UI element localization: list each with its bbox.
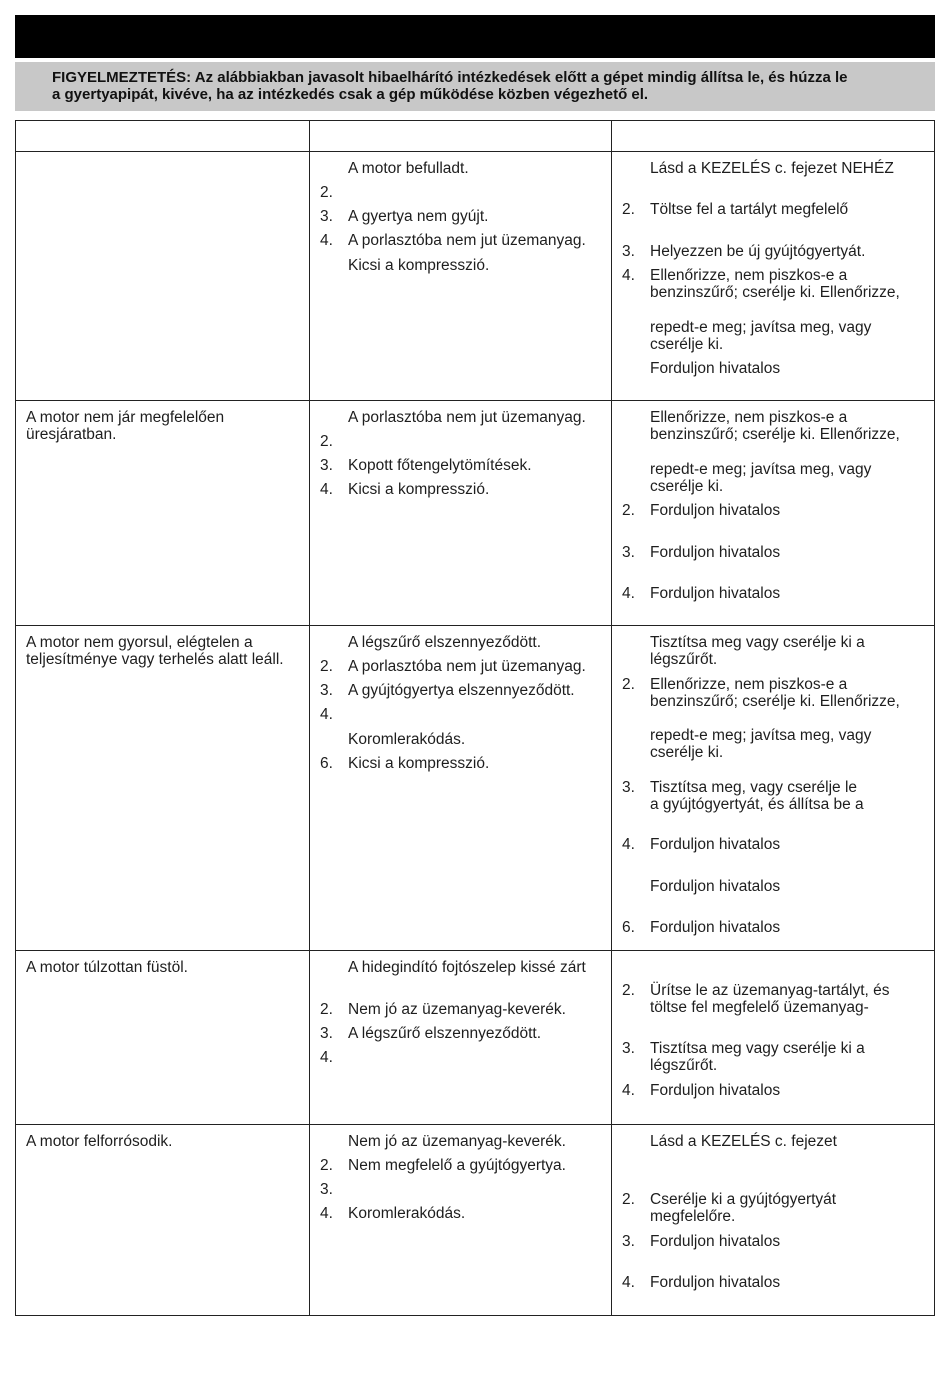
fix-item-line: légszűrőt. <box>650 651 718 668</box>
cause-item-text <box>348 731 608 748</box>
cause-item-text <box>348 634 608 651</box>
fix-item-number: 3. <box>622 779 635 796</box>
cause-item-line <box>348 1049 608 1066</box>
cause-item-number: 3. <box>320 1025 333 1042</box>
cause-item-text <box>348 257 608 274</box>
warning-banner <box>15 62 935 111</box>
fix-item-text <box>650 1082 927 1099</box>
fix-item-text <box>650 727 927 761</box>
cause-item-line: Kicsi a kompresszió. <box>348 481 490 498</box>
cause-item-text <box>348 457 608 474</box>
fix-item-line: Ellenőrizze, nem piszkos-e a <box>650 409 848 426</box>
fix-item-text <box>650 1040 927 1074</box>
cause-item-text <box>348 1025 608 1042</box>
fix-item-line: Ürítse le az üzemanyag-tartályt, és <box>650 982 890 999</box>
problem-cell <box>26 1133 301 1150</box>
fix-item-line: Forduljon hivatalos <box>650 836 781 853</box>
cause-item-number: 2. <box>320 184 333 201</box>
cause-item-number: 2. <box>320 658 333 675</box>
problem-line: teljesítménye vagy terhelés alatt leáll. <box>26 651 284 668</box>
fix-item-number: 2. <box>622 201 635 218</box>
cause-item-text <box>348 1205 608 1222</box>
fix-item-text <box>650 676 927 710</box>
cause-item-line <box>348 1181 608 1198</box>
cause-item-line <box>348 433 608 450</box>
cause-item-line: A gyújtógyertya elszennyeződött. <box>348 682 575 699</box>
fix-item-line: Cserélje ki a gyújtógyertyát <box>650 1191 837 1208</box>
fix-item-line: Helyezzen be új gyújtógyertyát. <box>650 243 866 260</box>
fix-item-text <box>650 461 927 495</box>
fix-item-number: 4. <box>622 836 635 853</box>
cause-item-number: 2. <box>320 1001 333 1018</box>
fix-item-line: a gyújtógyertyát, és állítsa be a <box>650 796 864 813</box>
fix-item-number: 4. <box>622 267 635 284</box>
cause-item-text <box>348 682 608 699</box>
fix-item-text <box>650 409 927 443</box>
fix-item-number: 3. <box>622 544 635 561</box>
problem-line: A motor nem gyorsul, elégtelen a <box>26 634 253 651</box>
fix-item-line: repedt-e meg; javítsa meg, vagy <box>650 319 872 336</box>
warning-label: FIGYELMEZTETÉS: <box>52 69 192 86</box>
fix-item-text <box>650 919 927 936</box>
fix-item-number: 2. <box>622 502 635 519</box>
cause-item-line: Koromlerakódás. <box>348 731 466 748</box>
cause-item-line: Kicsi a kompresszió. <box>348 755 490 772</box>
fix-item-number: 3. <box>622 243 635 260</box>
cause-item-text <box>348 433 608 450</box>
fix-item-text <box>650 1133 927 1150</box>
fix-item-line: repedt-e meg; javítsa meg, vagy <box>650 727 872 744</box>
problem-cell <box>26 959 301 976</box>
cause-item-line: A porlasztóba nem jut üzemanyag. <box>348 409 586 426</box>
fix-item-line: benzinszűrő; cserélje ki. Ellenőrizze, <box>650 284 900 301</box>
fix-item-line: Ellenőrizze, nem piszkos-e a <box>650 676 848 693</box>
problem-cell <box>26 634 301 668</box>
cause-item-number: 4. <box>320 706 333 723</box>
top-black-bar <box>15 15 935 58</box>
fix-item-number: 2. <box>622 1191 635 1208</box>
table-column-divider <box>309 120 310 1316</box>
fix-item-line: benzinszűrő; cserélje ki. Ellenőrizze, <box>650 426 900 443</box>
table-row-divider <box>15 625 935 626</box>
cause-item-line: Kopott főtengelytömítések. <box>348 457 532 474</box>
cause-item-text <box>348 706 608 723</box>
table-row-divider <box>15 950 935 951</box>
cause-item-text <box>348 1181 608 1198</box>
cause-item-text <box>348 481 608 498</box>
cause-item-number: 4. <box>320 1049 333 1066</box>
cause-item-line: A motor befulladt. <box>348 160 469 177</box>
fix-item-line: cserélje ki. <box>650 336 724 353</box>
cause-item-number: 3. <box>320 208 333 225</box>
fix-item-number: 6. <box>622 919 635 936</box>
fix-item-text <box>650 201 927 218</box>
fix-item-text <box>650 585 927 602</box>
cause-item-line <box>348 184 608 201</box>
cause-item-number: 2. <box>320 1157 333 1174</box>
fix-item-line: Forduljon hivatalos <box>650 1274 781 1291</box>
fix-item-text <box>650 360 927 377</box>
cause-item-number: 4. <box>320 481 333 498</box>
cause-item-line: A gyertya nem gyújt. <box>348 208 489 225</box>
cause-item-line: Kicsi a kompresszió. <box>348 257 490 274</box>
fix-item-text <box>650 1233 927 1250</box>
cause-item-number: 4. <box>320 1205 333 1222</box>
fix-item-number: 2. <box>622 982 635 999</box>
cause-item-text <box>348 409 608 426</box>
fix-item-text <box>650 544 927 561</box>
cause-item-line: A légszűrő elszennyeződött. <box>348 1025 542 1042</box>
fix-item-line: Tisztítsa meg vagy cserélje ki a <box>650 1040 865 1057</box>
problem-line: üresjáratban. <box>26 426 117 443</box>
fix-item-line: Tisztítsa meg vagy cserélje ki a <box>650 634 865 651</box>
fix-item-number: 2. <box>622 676 635 693</box>
fix-item-line: légszűrőt. <box>650 1057 718 1074</box>
fix-item-number: 4. <box>622 585 635 602</box>
fix-item-line: Lásd a KEZELÉS c. fejezet <box>650 1133 837 1150</box>
problem-line: A motor túlzottan füstöl. <box>26 959 188 976</box>
fix-item-line: Töltse fel a tartályt megfelelő <box>650 201 849 218</box>
fix-item-line: töltse fel megfelelő üzemanyag- <box>650 999 869 1016</box>
fix-item-text <box>650 267 927 301</box>
fix-item-text <box>650 634 927 668</box>
fix-item-text <box>650 319 927 353</box>
cause-item-number: 6. <box>320 755 333 772</box>
cause-item-text <box>348 1001 608 1018</box>
cause-item-text <box>348 658 608 675</box>
table-column-divider <box>611 120 612 1316</box>
fix-item-line: megfelelőre. <box>650 1208 736 1225</box>
fix-item-line: Forduljon hivatalos <box>650 878 781 895</box>
cause-item-text <box>348 755 608 772</box>
cause-item-number: 4. <box>320 232 333 249</box>
cause-item-line: Nem jó az üzemanyag-keverék. <box>348 1133 566 1150</box>
fix-item-line: repedt-e meg; javítsa meg, vagy <box>650 461 872 478</box>
table-row-divider <box>15 400 935 401</box>
fix-item-text <box>650 1274 927 1291</box>
warning-line-1 <box>52 69 925 86</box>
cause-item-text <box>348 208 608 225</box>
warning-text-1: Az alábbiakban javasolt hibaelhárító intézkedések előtt a gépet mindig állítsa le, és húzza le <box>191 69 848 86</box>
fix-item-line: Forduljon hivatalos <box>650 360 781 377</box>
fix-item-text <box>650 878 927 895</box>
cause-item-line: A légszűrő elszennyeződött. <box>348 634 542 651</box>
cause-item-line: Nem megfelelő a gyújtógyertya. <box>348 1157 566 1174</box>
cause-item-text <box>348 1157 608 1174</box>
fix-item-text <box>650 836 927 853</box>
table-row-divider <box>15 1124 935 1125</box>
fix-item-number: 4. <box>622 1082 635 1099</box>
cause-item-line: Koromlerakódás. <box>348 1205 466 1222</box>
fix-item-line: Tisztítsa meg, vagy cserélje le <box>650 779 858 796</box>
cause-item-number: 3. <box>320 1181 333 1198</box>
fix-item-text <box>650 982 927 1016</box>
warning-line-2: a gyertyapipát, kivéve, ha az intézkedés csak a gép működése közben végezhető el. <box>52 86 649 103</box>
cause-item-number: 3. <box>320 457 333 474</box>
fix-item-line: Forduljon hivatalos <box>650 919 781 936</box>
fix-item-line: benzinszűrő; cserélje ki. Ellenőrizze, <box>650 693 900 710</box>
fix-item-line: Forduljon hivatalos <box>650 502 781 519</box>
cause-item-number: 2. <box>320 433 333 450</box>
fix-item-line: Forduljon hivatalos <box>650 1233 781 1250</box>
cause-item-text <box>348 160 608 177</box>
fix-item-line: Forduljon hivatalos <box>650 585 781 602</box>
cause-item-text <box>348 959 608 976</box>
fix-item-number: 4. <box>622 1274 635 1291</box>
cause-item-line: A porlasztóba nem jut üzemanyag. <box>348 658 586 675</box>
cause-item-text <box>348 1049 608 1066</box>
fix-item-text <box>650 779 927 813</box>
fix-item-number: 3. <box>622 1233 635 1250</box>
cause-item-number: 3. <box>320 682 333 699</box>
cause-item-text <box>348 184 608 201</box>
cause-item-line <box>348 706 608 723</box>
fix-item-line: Lásd a KEZELÉS c. fejezet NEHÉZ <box>650 160 894 177</box>
fix-item-line: cserélje ki. <box>650 744 724 761</box>
fix-item-line: Ellenőrizze, nem piszkos-e a <box>650 267 848 284</box>
fix-item-line: Forduljon hivatalos <box>650 1082 781 1099</box>
cause-item-line: A porlasztóba nem jut üzemanyag. <box>348 232 586 249</box>
cause-item-line: Nem jó az üzemanyag-keverék. <box>348 1001 566 1018</box>
fix-item-text <box>650 160 927 177</box>
fix-item-text <box>650 502 927 519</box>
fix-item-line: Forduljon hivatalos <box>650 544 781 561</box>
problem-line: A motor nem jár megfelelően <box>26 409 225 426</box>
fix-item-number: 3. <box>622 1040 635 1057</box>
problem-line: A motor felforrósodik. <box>26 1133 173 1150</box>
problem-cell <box>26 409 301 443</box>
fix-item-text <box>650 243 927 260</box>
cause-item-line: A hidegindító fojtószelep kissé zárt <box>348 959 586 976</box>
cause-item-text <box>348 1133 608 1150</box>
table-row-divider <box>15 151 935 152</box>
cause-item-text <box>348 232 608 249</box>
fix-item-text <box>650 1191 927 1225</box>
fix-item-line: cserélje ki. <box>650 478 724 495</box>
